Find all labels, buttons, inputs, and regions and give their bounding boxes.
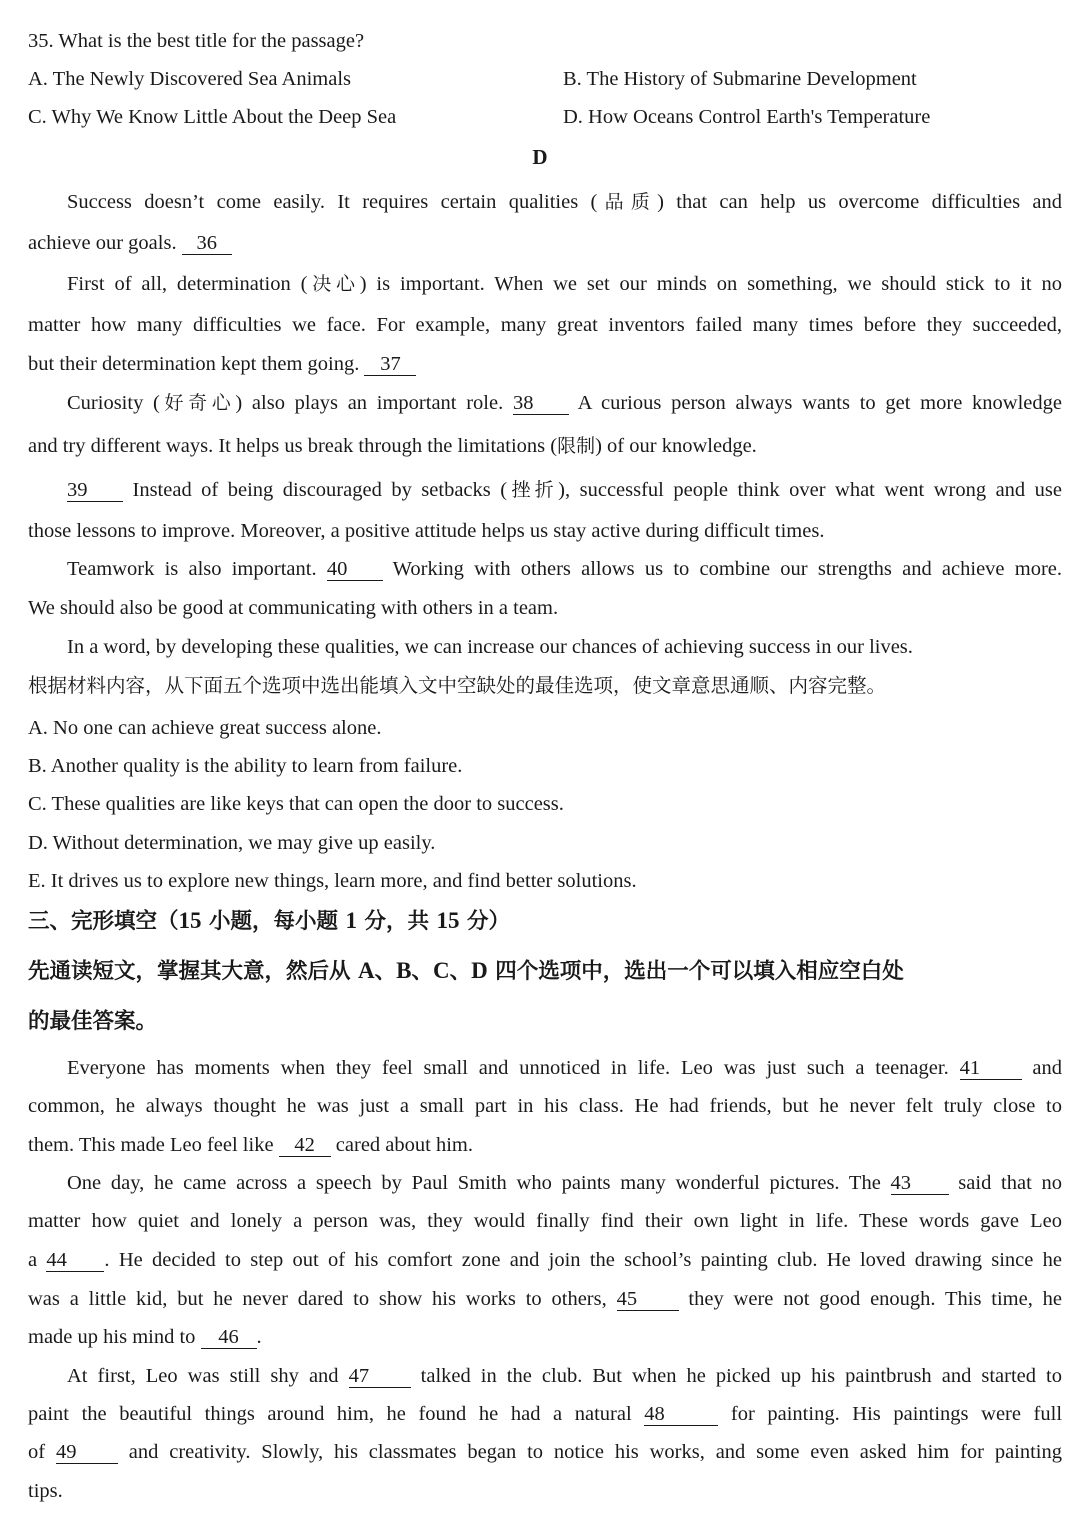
blank-47: 47 [349,1365,411,1388]
cloze-para3-line3: of 49 and creativity. Slowly, his classmates began to notice his works, and some even asked him for painting [28,1441,1063,1463]
blank-36: 36 [182,232,232,255]
blank-40: 40 [327,558,383,581]
blank-48: 48 [644,1403,718,1426]
blank-37: 37 [364,353,416,376]
passage-d-para3-line2: and try different ways. It helps us break through the limitations (限制) of our knowledge. [28,435,757,457]
passage-d-para1-line1: Success doesn’t come easily. It requires certain qualities (品质) that can help us overcome difficulties and [67,191,1063,213]
question-35-stem: 35. What is the best title for the passage? [28,30,365,52]
q35-option-c: C. Why We Know Little About the Deep Sea [28,106,397,128]
passage-d-para4-line2: those lessons to improve. Moreover, a positive attitude helps us stay active during difficult times. [28,520,825,542]
cloze-para2-line5: made up his mind to 46 . [28,1326,262,1348]
section3-heading: 三、完形填空（15 小题，每小题 1 分，共 15 分） [28,908,510,934]
section3-instruction-line2: 的最佳答案。 [28,1009,158,1034]
passage-d-option-c: C. These qualities are like keys that can open the door to success. [28,793,564,815]
cloze-para2-line4: was a little kid, but he never dared to show his works to others, 45 they were not good enough. This time, he [28,1288,1063,1310]
passage-d-para2-line2: matter how many difficulties we face. For example, many great inventors failed many times before they succeeded, [28,314,1062,336]
passage-d-option-a: A. No one can achieve great success alone. [28,717,382,739]
blank-45: 45 [617,1288,679,1311]
cloze-para2-line3: a 44 . He decided to step out of his comfort zone and join the school’s painting club. He loved drawing since he [28,1249,1063,1271]
passage-d-para2-line1: First of all, determination (决心) is important. When we set our minds on something, we should stick to it no [67,273,1063,295]
blank-42: 42 [279,1134,331,1157]
passage-d-para3-line1: Curiosity (好奇心) also plays an important role. 38 A curious person always wants to get more knowledge [67,392,1062,414]
passage-d-letter: D [532,145,548,169]
cloze-para3-line2: paint the beautiful things around him, he found he had a natural 48 for painting. His paintings were full [28,1403,1063,1425]
blank-43: 43 [891,1172,949,1195]
passage-d-para5-line1: Teamwork is also important. 40 Working with others allows us to combine our strengths and achieve more. [67,558,1062,580]
passage-d-para1-line2: achieve our goals. 36 [28,230,1062,256]
section3-instruction-line1: 先通读短文，掌握其大意，然后从 A、B、C、D 四个选项中，选出一个可以填入相应空白处 [28,958,904,984]
blank-46: 46 [201,1326,257,1349]
q35-option-d: D. How Oceans Control Earth's Temperature [563,106,931,128]
blank-44: 44 [46,1249,104,1272]
cloze-para2-line1: One day, he came across a speech by Paul Smith who paints many wonderful pictures. The 43 said that no [67,1172,1063,1194]
cloze-para1-line3: them. This made Leo feel like 42 cared about him. [28,1134,473,1156]
q35-option-a: A. The Newly Discovered Sea Animals [28,68,351,90]
cloze-para3-line1: At first, Leo was still shy and 47 talked in the club. But when he picked up his paintbrush and started to [67,1365,1063,1387]
cloze-para1-line2: common, he always thought he was just a small part in his class. He had friends, but he never felt truly close to [28,1095,1062,1117]
cloze-para2-line2: matter how quiet and lonely a person was, they would finally find their own light in life. These words gave Leo [28,1210,1062,1232]
blank-38: 38 [513,392,569,415]
passage-d-option-d: D. Without determination, we may give up easily. [28,832,436,854]
passage-d-para6: In a word, by developing these qualities, we can increase our chances of achieving success in our lives. [67,636,913,658]
passage-d-option-b: B. Another quality is the ability to learn from failure. [28,755,463,777]
cloze-para1-line1: Everyone has moments when they feel small and unnoticed in life. Leo was just such a teenager. 41 and [67,1057,1063,1079]
passage-d-para4-line1: 39 Instead of being discouraged by setbacks (挫折), successful people think over what went wrong and use [67,479,1062,501]
passage-d-option-e: E. It drives us to explore new things, learn more, and find better solutions. [28,870,637,892]
passage-d-para5-line2: We should also be good at communicating with others in a team. [28,597,559,619]
cloze-para3-line4: tips. [28,1480,63,1502]
blank-39: 39 [67,479,123,502]
blank-49: 49 [56,1441,118,1464]
passage-d-instruction: 根据材料内容，从下面五个选项中选出能填入文中空缺处的最佳选项，使文章意思通顺、内容完整。 [28,674,887,697]
q35-option-b: B. The History of Submarine Development [563,68,917,90]
blank-41: 41 [960,1057,1022,1080]
passage-d-para2-line3: but their determination kept them going. 37 [28,351,1062,377]
